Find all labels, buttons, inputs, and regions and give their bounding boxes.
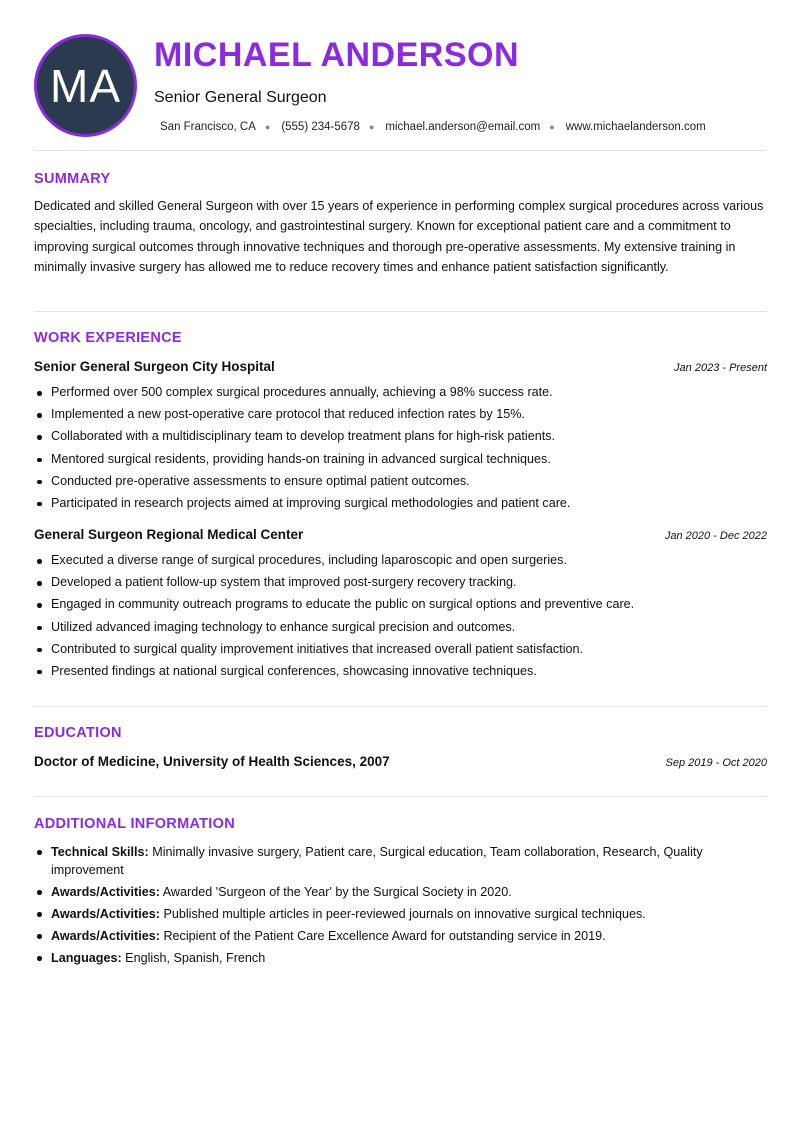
list-item [34,843,769,879]
job-date: Jan 2020 - Dec 2022 [664,530,767,542]
avatar [34,34,137,137]
info-text: Awarded 'Surgeon of the Year' by the Surgical Society in 2020. [159,885,512,899]
summary-heading: SUMMARY [34,171,111,187]
divider [34,150,767,151]
list-item [34,905,769,923]
additional-heading: ADDITIONAL INFORMATION [34,816,235,832]
list-item: Performed over 500 complex surgical procedures annually, achieving a 98% success rate. [34,385,769,407]
info-text: English, Spanish, French [121,951,266,965]
education-heading: EDUCATION [34,725,122,741]
avatar-initials: MA [50,59,121,112]
job-header [34,527,767,542]
list-item: Contributed to surgical quality improvement initiatives that increased overall patient satisfaction. [34,642,769,664]
divider [34,311,767,312]
info-label: Awards/Activities: [51,885,160,899]
experience-heading: WORK EXPERIENCE [34,330,182,346]
candidate-name: MICHAEL ANDERSON [154,36,520,74]
info-label: Technical Skills: [51,845,149,859]
summary-text: Dedicated and skilled General Surgeon with over 15 years of experience in performing complex surgical procedures across various specialties, including trauma, oncology, and gastrointestinal surgery. Known for exceptional patient care and a commitment to improving surgical outcomes through innovative techniques and thorough pre-operative assessments. My extensive training in minimally invasive surgery has allowed me to reduce recovery times and enhance patient satisfaction significantly. [34,199,764,274]
list-item: Conducted pre-operative assessments to ensure optimal patient outcomes. [34,474,769,496]
education-entry [34,754,767,769]
job-role: Senior General Surgeon City Hospital [34,359,275,374]
contact-separator: ● [549,122,555,132]
list-item: Collaborated with a multidisciplinary team to develop treatment plans for high-risk patients. [34,429,769,451]
list-item: Engaged in community outreach programs to educate the public on surgical options and preventive care. [34,597,769,619]
contact-separator: ● [368,122,375,132]
job-role: General Surgeon Regional Medical Center [34,527,304,542]
list-item [34,883,769,901]
education-date: Sep 2019 - Oct 2020 [665,757,767,769]
contact-bar [160,121,706,133]
additional-list [34,843,769,971]
job-bullets [34,553,769,686]
divider [34,796,767,797]
info-label: Awards/Activities: [51,907,160,921]
list-item: Mentored surgical residents, providing hands-on training in advanced surgical techniques. [34,452,769,474]
job-header [34,359,767,374]
divider [34,706,767,707]
contact-separator: ● [264,122,271,132]
list-item: Participated in research projects aimed at improving surgical methodologies and patient care. [34,496,769,518]
list-item [34,927,769,945]
list-item: Executed a diverse range of surgical procedures, including laparoscopic and open surgeries. [34,553,769,575]
contact-email[interactable]: michael.anderson@email.com [385,121,541,133]
info-label: Languages: [51,951,122,965]
list-item: Developed a patient follow-up system that improved post-surgery recovery tracking. [34,575,769,597]
contact-phone: (555) 234-5678 [281,121,360,133]
contact-website[interactable]: www.michaelanderson.com [565,121,706,133]
info-text: Published multiple articles in peer-reviewed journals on innovative surgical techniques. [159,907,646,921]
contact-location: San Francisco, CA [160,121,256,133]
list-item: Implemented a new post-operative care protocol that reduced infection rates by 15%. [34,407,769,429]
job-date: Jan 2023 - Present [674,362,767,374]
job-bullets [34,385,769,518]
list-item: Utilized advanced imaging technology to enhance surgical precision and outcomes. [34,620,769,642]
candidate-title: Senior General Surgeon [154,89,327,106]
info-label: Awards/Activities: [51,929,160,943]
info-text: Recipient of the Patient Care Excellence Award for outstanding service in 2019. [159,929,606,943]
education-degree: Doctor of Medicine, University of Health Sciences, 2007 [34,754,390,769]
info-text: Minimally invasive surgery, Patient care, Surgical education, Team collaboration, Research, Quality improvement [51,845,703,877]
list-item: Presented findings at national surgical conferences, showcasing innovative techniques. [34,664,769,686]
list-item [34,949,769,967]
